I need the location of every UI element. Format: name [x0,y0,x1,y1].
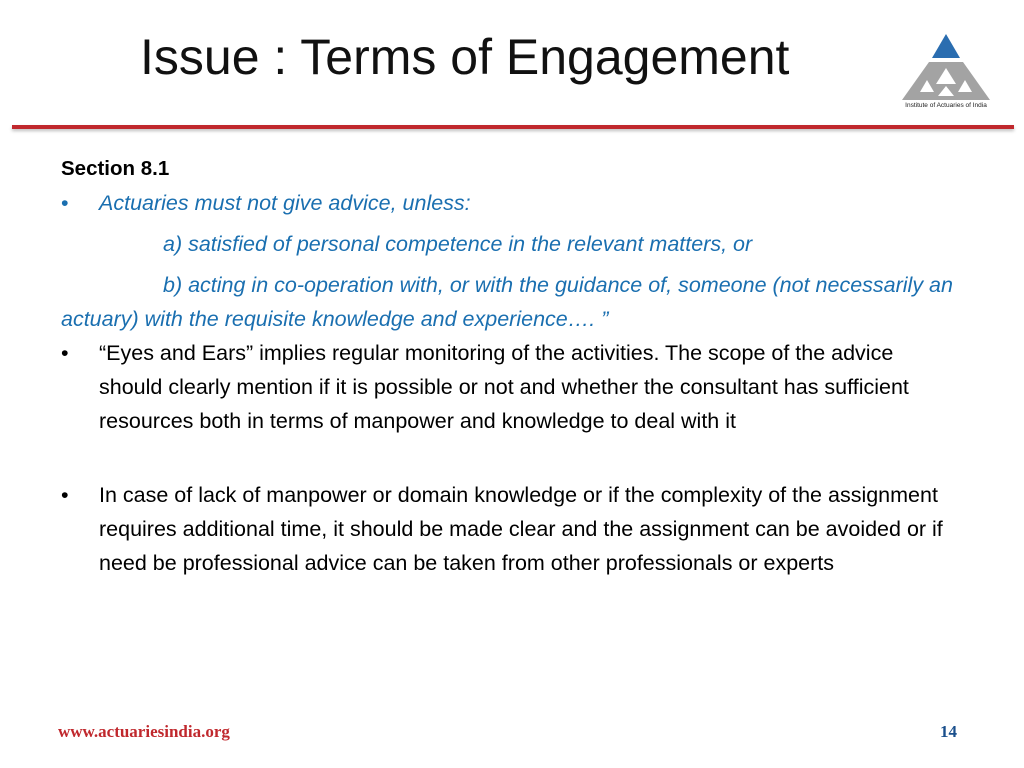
bullet-text: “Eyes and Ears” implies regular monitoring of the activities. The scope of the advice should clearly mention if it is possible or not and whether the consultant has sufficient resources both in terms of manpower and knowledge to deal with it [99,341,909,433]
slide-body [61,152,961,580]
bullet-text: In case of lack of manpower or domain knowledge or if the complexity of the assignment requires additional time, it should be made clear and the assignment can be avoided or if need be professional advice can be taken from other professionals or experts [99,483,943,575]
logo-caption: Institute of Actuaries of India [905,102,987,109]
bullet-icon: • [61,341,69,365]
slide-title: Issue : Terms of Engagement [140,29,790,85]
quote-item-a: a) satisfied of personal competence in the relevant matters, or [163,232,753,256]
title-divider [12,125,1014,129]
bullet-eyes-and-ears [61,336,961,438]
bullet-lack-of-manpower [61,478,961,580]
section-heading: Section 8.1 [61,157,170,180]
page-number: 14 [940,722,957,741]
quote-item-b: b) acting in co-operation with, or with the guidance of, someone (not necessarily an actuary) with the requisite knowledge and experience…. ” [61,273,953,331]
institute-logo [898,28,994,118]
bullet-icon: • [61,483,69,507]
institute-triangle-logo-icon [898,28,994,102]
quote-intro-bullet [61,186,961,220]
bullet-icon: • [61,191,69,215]
footer-website-link[interactable]: www.actuariesindia.org [58,722,230,741]
quote-intro-text: Actuaries must not give advice, unless: [99,191,471,215]
paragraph-gap [61,438,961,478]
